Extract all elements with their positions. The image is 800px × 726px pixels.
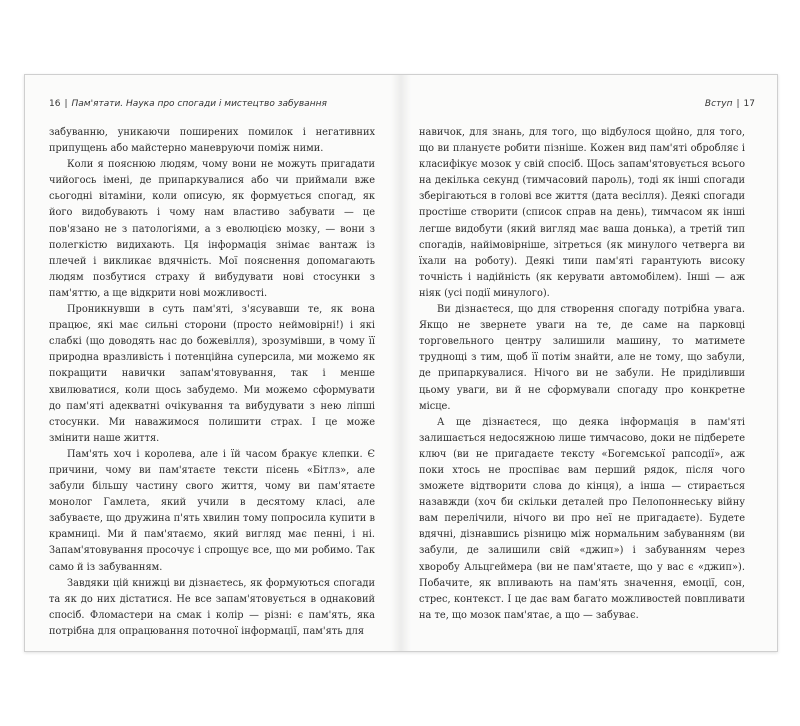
left-header-separator: | <box>64 99 68 109</box>
paragraph: Коли я пояснюю людям, чому вони не можуть пригадати чийогось імені, де припаркувалися або чи приймали вже сьогодні вітаміни, коли описую, як формується спогад, як його видобувають і чому нам властиво забувати — це пов'язано не з патологіями, а з еволюцією мозку, — вони з полегкістю видихають. Ця інформація знімає вантаж із плечей і викликає вдячність. Мої пояснення допомагають людям позбутися страху й вибудувати нові стосунки з пам'яттю, а ще відкрити нові можливості. <box>49 159 375 299</box>
right-page-body <box>419 125 745 624</box>
left-page-number: 16 <box>49 99 61 109</box>
book-spread <box>24 74 778 652</box>
right-page-number: 17 <box>743 99 755 109</box>
paragraph: Пам'ять хоч і королева, але і їй часом бракує клепки. Є причини, чому ви пам'ятаєте тексти пісень «Бітлз», але забули більшу частину свого життя, чому ви пам'ятаєте монолог Гамлета, який учили в десятому класі, але забуваєте, що дружина п'ять хвилин тому попросила купити в крамниці. Ми й пам'ятаємо, який вигляд має пенні, і ні. Запам'ятовування просочує і спрощує все, що ми робимо. Так само й із забуванням. <box>49 448 375 573</box>
left-running-title: Пам'ятати. Наука про спогади і мистецтво забування <box>71 99 327 109</box>
paragraph: забуванню, уникаючи поширених помилок і негативних припущень або майстерно маневруючи поміж ними. <box>49 127 375 155</box>
paragraph: Проникнувши в суть пам'яті, з'ясувавши те, як вона працює, які має сильні сторони (просто неймовірні!) і які слабкі (що доводять нас до божевілля), зрозумівши, в чому її природна вразливість і потенційна суперсила, ми можемо як покращити навички запам'ятовування, так і менше хвилюватися, коли щось забудемо. Ми можемо сформувати до пам'яті адекватні очікування та вибудувати з нею ліпші стосунки. Ми наважимося полишити страх. І це може змінити наше життя. <box>49 304 375 444</box>
left-page-body <box>49 125 375 640</box>
left-page <box>25 75 401 651</box>
right-page <box>401 75 777 651</box>
right-running-header <box>705 99 755 109</box>
paragraph: навичок, для знань, для того, що відбулося щойно, для того, що ви плануєте робити пізніше. Кожен вид пам'яті обробляє і класифікує мозок у свій спосіб. Щось запам'ятовується всього на декілька секунд (тимчасовий пароль), тоді як інші спогади зберігаються в голові все життя (дата весілля). Деякі спогади простіше створити (список справ на день), тимчасом як інші легше видобути (який вигляд має ваша донька), а третій тип спогадів, найімовірніше, зітреться (як минулого четверга ви їхали на роботу). Деякі типи пам'яті гарантують високу точність і надійність (як керувати автомобілем). Інші — аж ніяк (усі події минулого). <box>419 127 745 299</box>
left-running-header <box>49 99 327 109</box>
paragraph: Ви дізнаєтеся, що для створення спогаду потрібна увага. Якщо не звернете уваги на те, де саме на парковці торговельного центру залишили машину, то матимете труднощі з тим, щоб її потім знайти, але не тому, що забули, де припаркувалися. Нічого ви не забули. Не приділивши цьому уваги, ви й не сформували спогаду про конкретне місце. <box>419 304 745 412</box>
paragraph: А ще дізнаєтеся, що деяка інформація в пам'яті залишається недосяжною лише тимчасово, доки не підберете ключ (ви не пригадаєте тексту «Богемської рапсодії», аж поки хтось не проспіває вам перший рядок, після чого зможете відтворити слова до кінця), а інша — стирається назавжди (хоч би скільки деталей про Пелопоннеську війну вам перелічили, нічого ви про неї не пригадаєте). Будете вдячні, дізнавшись різницю між нормальним забуванням (ви забули, де залишили свій «джип») і забуванням через хворобу Альцгеймера (ви не пам'ятаєте, що у вас є «джип»). Побачите, як впливають на пам'ять значення, емоції, сон, стрес, контекст. І це дає вам багато можливостей повпливати на те, що мозок пам'ятає, а що — забуває. <box>419 416 745 621</box>
right-header-separator: | <box>736 99 740 109</box>
right-running-title: Вступ <box>704 99 733 109</box>
paragraph: Завдяки цій книжці ви дізнаєтесь, як формуються спогади та як до них дістатися. Не все запам'ятовується в однаковий спосіб. Фломастери на смак і колір — різні: є пам'ять, яка потрібна для опрацювання поточної інформації, пам'ять для <box>49 577 375 637</box>
